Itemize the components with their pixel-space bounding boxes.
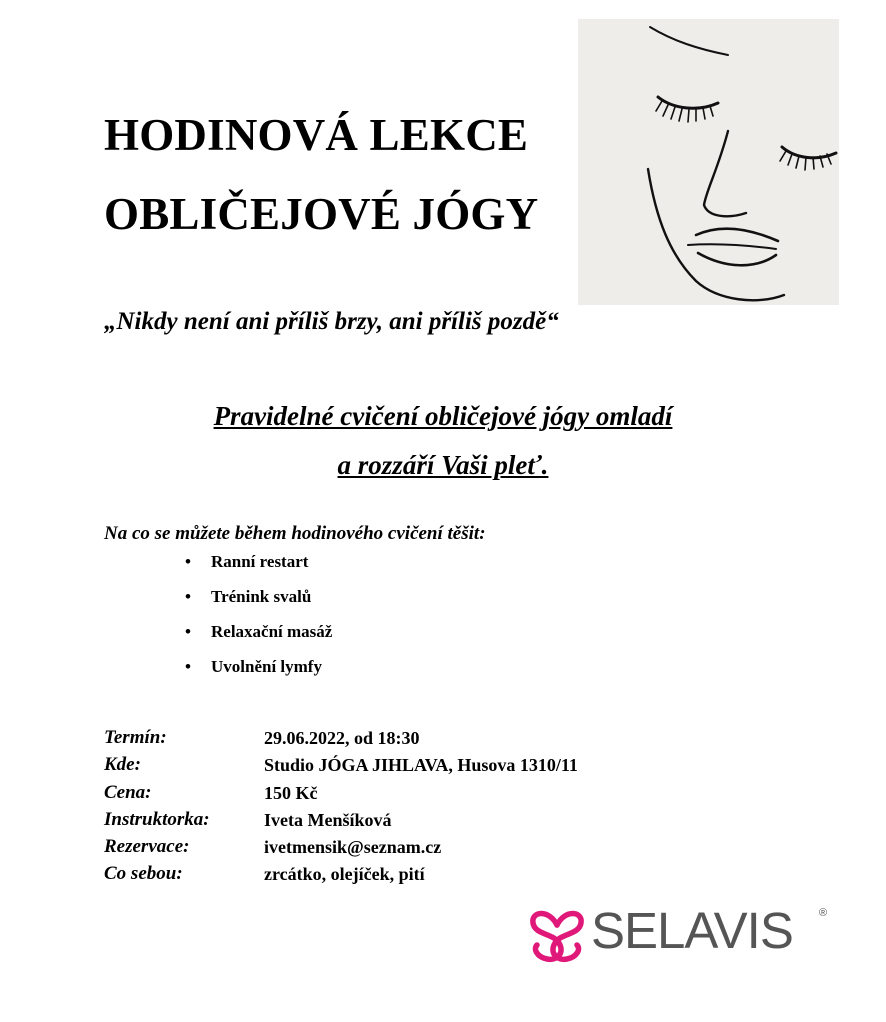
list-item — [185, 551, 332, 586]
bullet-icon: • — [185, 622, 191, 641]
selavis-logo — [527, 903, 837, 965]
reservation-email: ivetmensik@seznam.cz — [264, 837, 442, 858]
headline-line-1: Pravidelné cvičení obličejové jógy omladí — [213, 401, 673, 431]
benefits-list — [185, 551, 332, 691]
face-line-art-icon — [578, 19, 839, 305]
benefits-intro: Na co se můžete během hodinového cvičení těšit: — [104, 523, 486, 544]
face-illustration — [578, 19, 839, 305]
title-line-2: OBLIČEJOVÉ JÓGY — [104, 189, 539, 239]
detail-label: Kde: — [104, 754, 141, 776]
list-item — [185, 586, 332, 621]
detail-label: Co sebou: — [104, 863, 183, 885]
benefit-label: Relaxační masáž — [211, 622, 333, 641]
detail-value: Iveta Menšíková — [264, 809, 392, 830]
detail-label: Instruktorka: — [104, 808, 210, 830]
title-line-1: HODINOVÁ LEKCE — [104, 110, 529, 160]
benefit-label: Ranní restart — [211, 552, 309, 571]
detail-label: Cena: — [104, 781, 152, 803]
detail-value: zrcátko, olejíček, pití — [264, 864, 425, 885]
headline-line-2: a rozzáří Vaši pleť. — [337, 450, 549, 480]
benefit-label: Uvolnění lymfy — [211, 657, 322, 676]
list-item — [185, 621, 332, 656]
registered-mark: ® — [819, 907, 828, 919]
list-item — [185, 656, 332, 691]
detail-value: 29.06.2022, od 18:30 — [264, 728, 420, 748]
benefit-label: Trénink svalů — [211, 587, 312, 606]
bullet-icon: • — [185, 657, 191, 676]
detail-label: Termín: — [104, 727, 167, 748]
bullet-icon: • — [185, 552, 191, 571]
detail-label: Rezervace: — [104, 836, 190, 858]
motto-quote: „Nikdy není ani příliš brzy, ani příliš pozdě“ — [104, 308, 559, 335]
logo-text: SELAVIS — [591, 902, 793, 959]
double-heart-logo-icon — [527, 903, 589, 965]
detail-value: 150 Kč — [264, 782, 318, 803]
detail-value: Studio JÓGA JIHLAVA, Husova 1310/11 — [264, 755, 578, 776]
bullet-icon: • — [185, 587, 191, 606]
